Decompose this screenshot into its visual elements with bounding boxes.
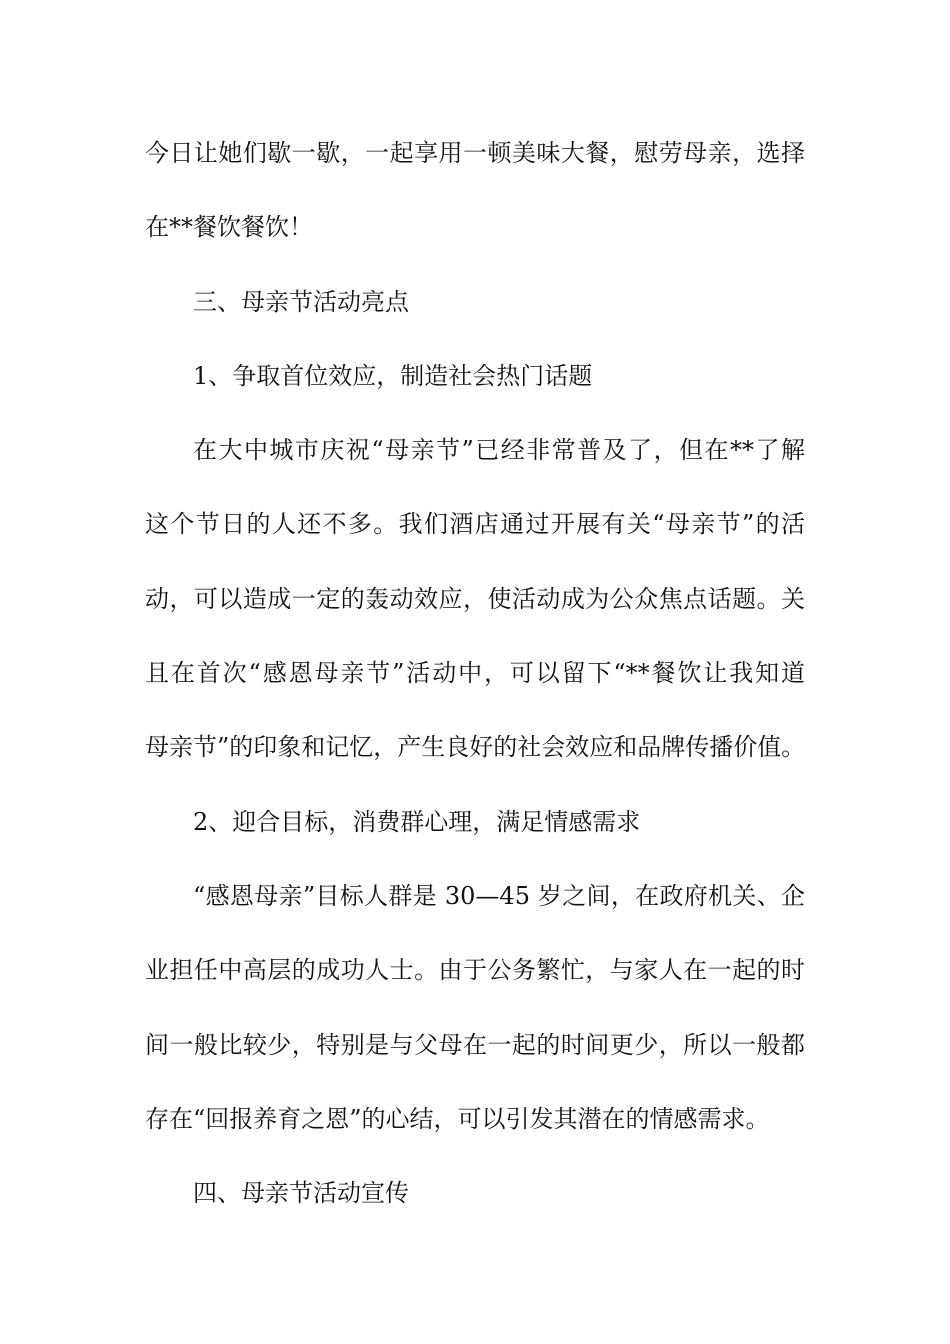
body-text-line: 在大中城市庆祝“母亲节”已经非常普及了，但在**了解 — [193, 436, 805, 465]
body-text-line: 这个节日的人还不多。我们酒店通过开展有关“母亲节”的活 — [145, 510, 805, 539]
body-text-line: 且在首次“感恩母亲节”活动中，可以留下“**餐饮让我知道 — [145, 659, 805, 688]
body-text-line: 动，可以造成一定的轰动效应，使活动成为公众焦点话题。关 — [145, 584, 805, 613]
section-heading: 四、母亲节活动宣传 — [193, 1179, 409, 1208]
body-text-line: 间一般比较少，特别是与父母在一起的时间更少，所以一般都 — [145, 1030, 805, 1059]
body-text-line: 在**餐饮餐饮！ — [145, 213, 313, 242]
body-text-line: 母亲节”的印象和记忆，产生良好的社会效应和品牌传播价值。 — [145, 733, 805, 762]
subsection-heading: 2、迎合目标，消费群心理，满足情感需求 — [193, 807, 641, 836]
section-heading: 三、母亲节活动亮点 — [193, 287, 409, 316]
body-text-line: 存在“回报养育之恩”的心结，可以引发其潜在的情感需求。 — [145, 1104, 770, 1133]
subsection-heading: 1、争取首位效应，制造社会热门话题 — [193, 361, 593, 390]
body-text-line: 业担任中高层的成功人士。由于公务繁忙，与家人在一起的时 — [145, 956, 805, 985]
document-page — [145, 131, 805, 1245]
body-text-line: “感恩母亲”目标人群是 30—45 岁之间，在政府机关、企 — [193, 881, 805, 910]
body-text-line: 今日让她们歇一歇，一起享用一顿美味大餐，慰劳母亲，选择 — [145, 139, 805, 167]
